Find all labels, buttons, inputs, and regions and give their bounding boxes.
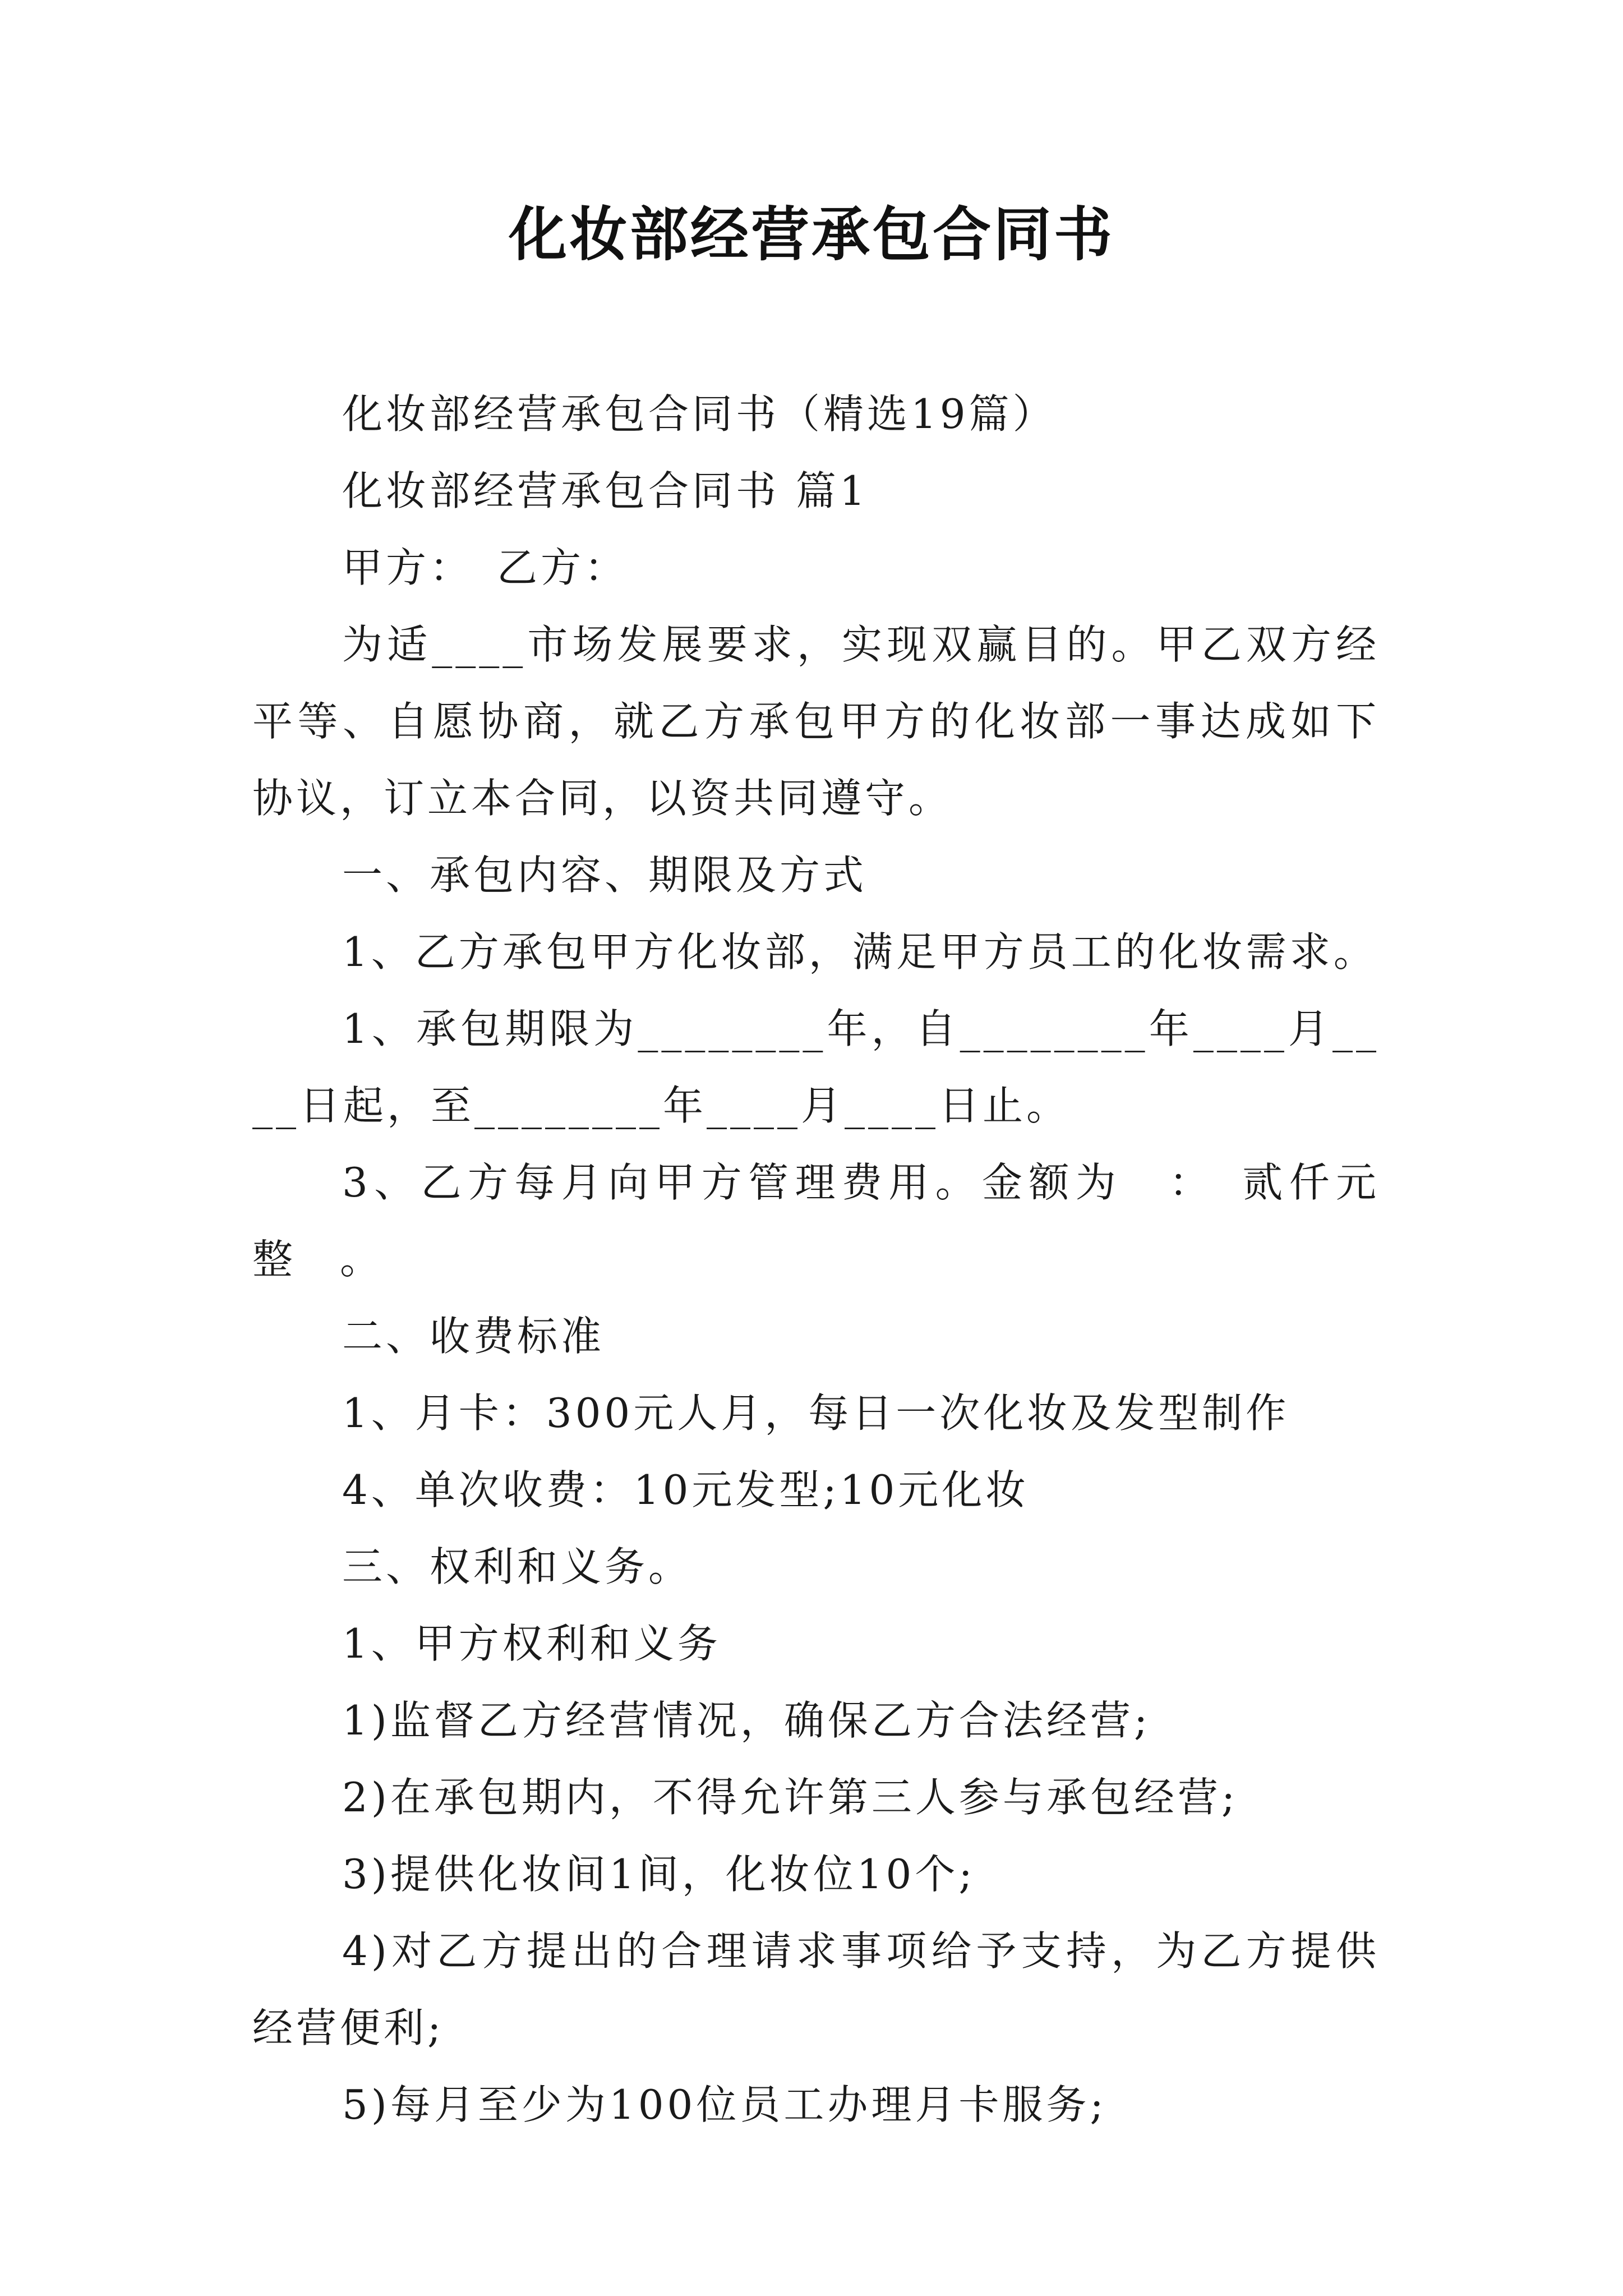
document-body (252, 376, 1380, 2143)
paragraph-item: 5)每月至少为100位员工办理月卡服务; (342, 2081, 1107, 2128)
paragraph-parties: 甲方： 乙方： (342, 544, 629, 591)
paragraph-item: 1)监督乙方经营情况，确保乙方合法经营; (342, 1697, 1151, 1744)
paragraph-subtitle: 化妆部经营承包合同书（精选19篇） (342, 390, 1057, 438)
paragraph-section-heading: 化妆部经营承包合同书 篇1 (342, 467, 869, 514)
paragraph-clause-term: 1、承包期限为________年，自________年____月____日起，至________年____月____日止。 (252, 1005, 1380, 1129)
paragraph-clause-single-fee: 4、单次收费：10元发型;10元化妆 (342, 1466, 1030, 1513)
paragraph-heading-3: 三、权利和义务。 (342, 1543, 693, 1590)
paragraph-preamble: 为适____市场发展要求，实现双赢目的。甲乙双方经平等、自愿协商，就乙方承包甲方的化妆部一事达成如下协议，订立本合同，以资共同遵守。 (252, 621, 1380, 822)
paragraph-clause: 1、乙方承包甲方化妆部，满足甲方员工的化妆需求。 (342, 928, 1377, 976)
document-title: 化妆部经营承包合同书 (508, 200, 1114, 269)
paragraph-heading-2: 二、收费标准 (342, 1313, 605, 1360)
paragraph-clause-monthly-card: 1、月卡：300元人月，每日一次化妆及发型制作 (342, 1389, 1290, 1437)
paragraph-item: 3)提供化妆间1间，化妆位10个; (342, 1851, 976, 1898)
paragraph-item: 4)对乙方提出的合理请求事项给予支持，为乙方提供经营便利; (252, 1927, 1380, 2051)
paragraph-clause-fee: 3、乙方每月向甲方管理费用。金额为 ： 贰仟元整 。 (252, 1159, 1380, 1283)
paragraph-item: 2)在承包期内，不得允许第三人参与承包经营; (342, 1774, 1239, 1821)
paragraph-subheading: 1、甲方权利和义务 (342, 1620, 721, 1667)
paragraph-heading-1: 一、承包内容、期限及方式 (342, 852, 868, 899)
